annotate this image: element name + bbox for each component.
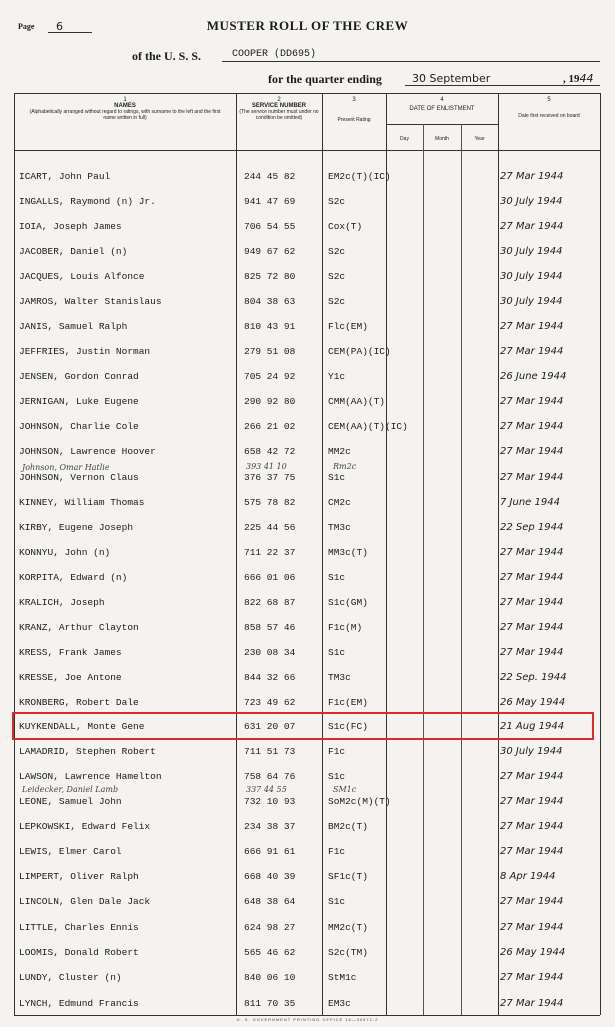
table-row bbox=[0, 472, 615, 492]
present-rating: TM3c bbox=[328, 672, 351, 683]
present-rating: S1c bbox=[328, 896, 346, 907]
document-title: MUSTER ROLL OF THE CREW bbox=[206, 18, 409, 33]
crew-name: KUYKENDALL, Monte Gene bbox=[19, 721, 145, 732]
crew-name: LAWSON, Lawrence Hamelton bbox=[19, 771, 162, 782]
service-number: 575 78 82 bbox=[244, 497, 296, 508]
quarter-label: for the quarter ending bbox=[268, 72, 382, 86]
present-rating: MM2c bbox=[328, 446, 351, 457]
table-row bbox=[0, 821, 615, 841]
date-received: 30 July 1944 bbox=[500, 196, 563, 207]
service-number: 648 38 64 bbox=[244, 896, 296, 907]
service-number: 666 01 06 bbox=[244, 572, 296, 583]
table-row bbox=[0, 796, 615, 816]
service-number: 376 37 75 bbox=[244, 472, 296, 483]
present-rating: CEM(AA)(T)(IC) bbox=[328, 421, 408, 432]
present-rating: S1c(FC) bbox=[328, 721, 368, 732]
service-number: 711 51 73 bbox=[244, 746, 296, 757]
received-column-title: Date first received on board bbox=[518, 113, 580, 119]
table-row bbox=[0, 922, 615, 942]
present-rating: F1c(EM) bbox=[328, 697, 368, 708]
present-rating: BM2c(T) bbox=[328, 821, 368, 832]
date-received: 27 Mar 1944 bbox=[500, 572, 564, 583]
crew-name: KINNEY, William Thomas bbox=[19, 497, 145, 508]
table-row bbox=[0, 647, 615, 667]
present-rating: S2c(TM) bbox=[328, 947, 368, 958]
crew-name: LUNDY, Cluster (n) bbox=[19, 972, 122, 983]
table-row bbox=[0, 371, 615, 391]
crew-name: KONNYU, John (n) bbox=[19, 547, 111, 558]
crew-name: JACOBER, Daniel (n) bbox=[19, 246, 128, 257]
names-column-number: 1 bbox=[123, 97, 127, 103]
enlistment-column-header bbox=[386, 97, 498, 112]
handwritten-service-johnson: 393 41 10 bbox=[246, 462, 287, 471]
table-row bbox=[0, 271, 615, 291]
quarter-year-prefix: , 19 bbox=[563, 73, 580, 85]
service-number: 225 44 56 bbox=[244, 522, 296, 533]
crew-name: LEPKOWSKI, Edward Felix bbox=[19, 821, 151, 832]
date-received: 26 May 1944 bbox=[500, 697, 566, 708]
present-rating: Cox(T) bbox=[328, 221, 363, 232]
table-row bbox=[0, 296, 615, 316]
page-number: 6 bbox=[56, 20, 63, 33]
handwritten-name-leidecker: Leidecker, Daniel Lamb bbox=[22, 785, 119, 794]
service-number: 858 57 46 bbox=[244, 622, 296, 633]
present-rating: CMM(AA)(T) bbox=[328, 396, 386, 407]
date-received: 27 Mar 1944 bbox=[500, 421, 564, 432]
present-rating: CEM(PA)(IC) bbox=[328, 346, 391, 357]
table-row bbox=[0, 672, 615, 692]
crew-name: JOHNSON, Charlie Cole bbox=[19, 421, 139, 432]
table-row bbox=[0, 421, 615, 441]
date-received: 27 Mar 1944 bbox=[500, 896, 564, 907]
date-received: 30 July 1944 bbox=[500, 296, 563, 307]
date-received: 27 Mar 1944 bbox=[500, 321, 564, 332]
service-number: 279 51 08 bbox=[244, 346, 296, 357]
table-row bbox=[0, 572, 615, 592]
present-rating: S2c bbox=[328, 296, 346, 307]
table-row bbox=[0, 547, 615, 567]
crew-name: KRALICH, Joseph bbox=[19, 597, 105, 608]
table-row bbox=[0, 221, 615, 241]
enlistment-year-header: Year bbox=[474, 136, 485, 142]
enlistment-month-header: Month bbox=[435, 136, 449, 142]
table-row bbox=[0, 622, 615, 642]
present-rating: S1c bbox=[328, 771, 346, 782]
crew-name: KIRBY, Eugene Joseph bbox=[19, 522, 134, 533]
service-number: 949 67 62 bbox=[244, 246, 296, 257]
crew-name: KORPITA, Edward (n) bbox=[19, 572, 128, 583]
date-received: 30 July 1944 bbox=[500, 271, 563, 282]
service-number: 244 45 82 bbox=[244, 171, 296, 182]
table-row bbox=[0, 497, 615, 517]
present-rating: S1c bbox=[328, 572, 346, 583]
crew-name: LYNCH, Edmund Francis bbox=[19, 998, 139, 1009]
present-rating: F1c bbox=[328, 846, 346, 857]
service-column-title: SERVICE NUMBER bbox=[251, 103, 307, 109]
present-rating: S1c(GM) bbox=[328, 597, 368, 608]
crew-name: ICART, John Paul bbox=[19, 171, 111, 182]
service-number: 668 40 39 bbox=[244, 871, 296, 882]
service-number: 804 38 63 bbox=[244, 296, 296, 307]
table-row bbox=[0, 746, 615, 766]
handwritten-rating-leidecker: SM1c bbox=[333, 785, 357, 794]
service-number: 705 24 92 bbox=[244, 371, 296, 382]
table-row bbox=[0, 196, 615, 216]
ship-label: of the U. S. S. bbox=[132, 49, 202, 63]
table-row bbox=[0, 346, 615, 366]
present-rating: F1c(M) bbox=[328, 622, 363, 633]
names-column-header bbox=[14, 97, 236, 121]
names-column-note: (Alphabetically arranged without regard to ratings, with surname to the left and the first name written in full) bbox=[29, 109, 221, 121]
crew-name: LAMADRID, Stephen Robert bbox=[19, 746, 156, 757]
date-received: 22 Sep. 1944 bbox=[500, 672, 567, 683]
present-rating: EM2c(T)(IC) bbox=[328, 171, 391, 182]
service-number: 290 92 80 bbox=[244, 396, 296, 407]
date-received: 26 June 1944 bbox=[500, 371, 567, 382]
service-number: 234 38 37 bbox=[244, 821, 296, 832]
table-top-border bbox=[14, 93, 600, 94]
table-row bbox=[0, 246, 615, 266]
rating-column-number: 3 bbox=[352, 97, 356, 103]
present-rating: S1c bbox=[328, 647, 346, 658]
date-received: 27 Mar 1944 bbox=[500, 221, 564, 232]
crew-name: KRESSE, Joe Antone bbox=[19, 672, 122, 683]
date-received: 27 Mar 1944 bbox=[500, 396, 564, 407]
date-received: 27 Mar 1944 bbox=[500, 796, 564, 807]
service-column-header bbox=[236, 97, 322, 121]
present-rating: S1c bbox=[328, 472, 346, 483]
service-column-number: 2 bbox=[277, 97, 281, 103]
enlistment-column-title: DATE OF ENLISTMENT bbox=[409, 106, 475, 112]
crew-name: JOHNSON, Lawrence Hoover bbox=[19, 446, 156, 457]
date-received: 27 Mar 1944 bbox=[500, 846, 564, 857]
present-rating: EM3c bbox=[328, 998, 351, 1009]
highlight-box bbox=[12, 712, 594, 740]
present-rating: StM1c bbox=[328, 972, 357, 983]
service-number: 822 68 87 bbox=[244, 597, 296, 608]
date-received: 22 Sep 1944 bbox=[500, 522, 564, 533]
date-received: 27 Mar 1944 bbox=[500, 821, 564, 832]
handwritten-service-leidecker: 337 44 55 bbox=[246, 785, 287, 794]
table-row bbox=[0, 896, 615, 916]
service-number: 631 20 07 bbox=[244, 721, 296, 732]
service-number: 230 08 34 bbox=[244, 647, 296, 658]
present-rating: Flc(EM) bbox=[328, 321, 368, 332]
crew-name: JERNIGAN, Luke Eugene bbox=[19, 396, 139, 407]
date-received: 7 June 1944 bbox=[500, 497, 560, 508]
date-received: 27 Mar 1944 bbox=[500, 346, 564, 357]
crew-name: LITTLE, Charles Ennis bbox=[19, 922, 139, 933]
crew-name: LOOMIS, Donald Robert bbox=[19, 947, 139, 958]
present-rating: SoM2c(M)(T) bbox=[328, 796, 391, 807]
service-number: 706 54 55 bbox=[244, 221, 296, 232]
service-number: 825 72 80 bbox=[244, 271, 296, 282]
date-received: 27 Mar 1944 bbox=[500, 597, 564, 608]
crew-name: JOHNSON, Vernon Claus bbox=[19, 472, 139, 483]
service-number: 758 64 76 bbox=[244, 771, 296, 782]
service-column-note: (The service number must under no condition be omitted) bbox=[239, 109, 319, 121]
crew-name: KRONBERG, Robert Dale bbox=[19, 697, 139, 708]
quarter-year bbox=[563, 72, 594, 85]
present-rating: SF1c(T) bbox=[328, 871, 368, 882]
date-received: 27 Mar 1944 bbox=[500, 647, 564, 658]
table-row bbox=[0, 171, 615, 191]
service-number: 732 10 93 bbox=[244, 796, 296, 807]
present-rating: S2c bbox=[328, 271, 346, 282]
received-column-header bbox=[498, 97, 600, 119]
date-received: 27 Mar 1944 bbox=[500, 622, 564, 633]
table-header-border bbox=[14, 150, 600, 151]
service-number: 844 32 66 bbox=[244, 672, 296, 683]
date-received: 21 Aug 1944 bbox=[500, 721, 565, 732]
date-received: 8 Apr 1944 bbox=[500, 871, 556, 882]
crew-name: JAMROS, Walter Stanislaus bbox=[19, 296, 162, 307]
received-column-number: 5 bbox=[547, 97, 551, 103]
present-rating: S2c bbox=[328, 196, 346, 207]
enlistment-column-number: 4 bbox=[440, 97, 444, 103]
crew-name: LIMPERT, Oliver Ralph bbox=[19, 871, 139, 882]
enlistment-day-header: Day bbox=[400, 136, 409, 142]
quarter-underline bbox=[405, 85, 600, 86]
table-row bbox=[0, 321, 615, 341]
date-received: 27 Mar 1944 bbox=[500, 446, 564, 457]
table-row bbox=[0, 998, 615, 1018]
date-received: 27 Mar 1944 bbox=[500, 922, 564, 933]
present-rating: S2c bbox=[328, 246, 346, 257]
date-received: 30 July 1944 bbox=[500, 746, 563, 757]
table-row bbox=[0, 871, 615, 891]
present-rating: F1c bbox=[328, 746, 346, 757]
date-received: 26 May 1944 bbox=[500, 947, 566, 958]
present-rating: TM3c bbox=[328, 522, 351, 533]
service-number: 666 91 61 bbox=[244, 846, 296, 857]
crew-name: INGALLS, Raymond (n) Jr. bbox=[19, 196, 156, 207]
crew-name: LEONE, Samuel John bbox=[19, 796, 122, 807]
crew-name: JACQUES, Louis Alfonce bbox=[19, 271, 145, 282]
date-received: 30 July 1944 bbox=[500, 246, 563, 257]
date-received: 27 Mar 1944 bbox=[500, 972, 564, 983]
rating-column-title: Present Rating bbox=[337, 117, 371, 123]
service-number: 723 49 62 bbox=[244, 697, 296, 708]
service-number: 624 98 27 bbox=[244, 922, 296, 933]
ship-name: COOPER (DD695) bbox=[232, 49, 317, 60]
service-number: 658 42 72 bbox=[244, 446, 296, 457]
handwritten-rating-johnson: Rm2c bbox=[333, 462, 357, 471]
table-row bbox=[0, 846, 615, 866]
crew-name: LEWIS, Elmer Carol bbox=[19, 846, 122, 857]
present-rating: CM2c bbox=[328, 497, 351, 508]
table-row bbox=[0, 396, 615, 416]
names-column-title: NAMES bbox=[114, 103, 136, 109]
present-rating: Y1c bbox=[328, 371, 346, 382]
service-number: 711 22 37 bbox=[244, 547, 296, 558]
quarter-year-suffix: 44 bbox=[579, 72, 594, 85]
printing-office-footer: U. S. GOVERNMENT PRINTING OFFICE 16—30972-2 bbox=[236, 1017, 379, 1022]
handwritten-name-johnson: Johnson, Omar Hatlie bbox=[22, 463, 110, 472]
crew-name: LINCOLN, Glen Dale Jack bbox=[19, 896, 151, 907]
table-row bbox=[0, 522, 615, 542]
table-row bbox=[0, 597, 615, 617]
date-received: 27 Mar 1944 bbox=[500, 171, 564, 182]
quarter-date: 30 September bbox=[412, 72, 491, 85]
service-number: 941 47 69 bbox=[244, 196, 296, 207]
table-row bbox=[0, 947, 615, 967]
table-row bbox=[0, 972, 615, 992]
date-received: 27 Mar 1944 bbox=[500, 998, 564, 1009]
service-number: 811 70 35 bbox=[244, 998, 296, 1009]
date-received: 27 Mar 1944 bbox=[500, 771, 564, 782]
crew-name: JENSEN, Gordon Conrad bbox=[19, 371, 139, 382]
crew-name: JANIS, Samuel Ralph bbox=[19, 321, 128, 332]
service-number: 565 46 62 bbox=[244, 947, 296, 958]
crew-name: IOIA, Joseph James bbox=[19, 221, 122, 232]
present-rating: MM3c(T) bbox=[328, 547, 368, 558]
enlistment-subheader-border bbox=[386, 124, 498, 125]
rating-column-header bbox=[322, 97, 386, 123]
date-received: 27 Mar 1944 bbox=[500, 547, 564, 558]
service-number: 266 21 02 bbox=[244, 421, 296, 432]
crew-name: KRANZ, Arthur Clayton bbox=[19, 622, 139, 633]
crew-name: KRESS, Frank James bbox=[19, 647, 122, 658]
service-number: 840 06 10 bbox=[244, 972, 296, 983]
crew-name: JEFFRIES, Justin Norman bbox=[19, 346, 151, 357]
page-label: Page bbox=[18, 22, 35, 31]
ship-underline bbox=[222, 61, 600, 62]
present-rating: MM2c(T) bbox=[328, 922, 368, 933]
date-received: 27 Mar 1944 bbox=[500, 472, 564, 483]
service-number: 810 43 91 bbox=[244, 321, 296, 332]
